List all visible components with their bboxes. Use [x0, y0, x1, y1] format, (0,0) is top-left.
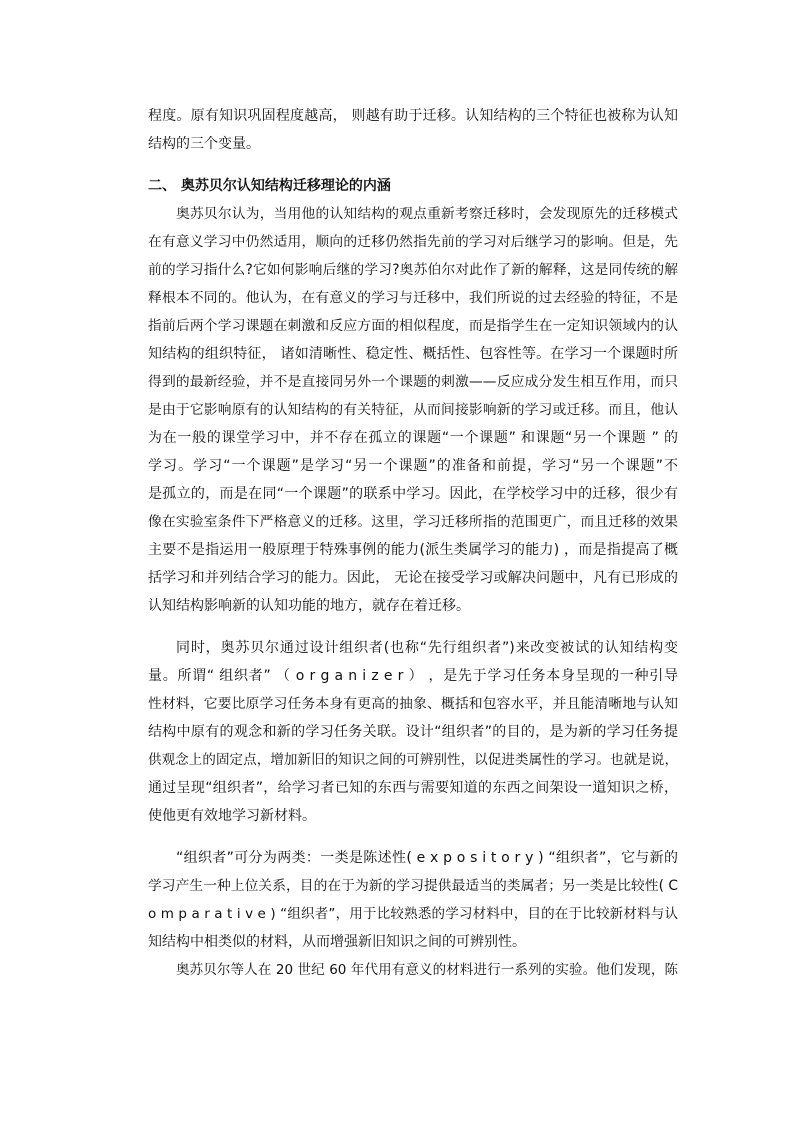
- section-heading: 二、 奥苏贝尔认知结构迁移理论的内涵: [148, 178, 391, 194]
- text-line: 使他更有效地学习新材料。: [148, 808, 316, 824]
- text-line: 学习产生一种上位关系，目的在于为新的学习提供最适当的类属者；另一类是比较性( C: [148, 878, 678, 894]
- text-line: o m p a r a t i v e ) “组织者”，用于比较熟悉的学习材料中，目的在于比较新材料与认: [148, 906, 678, 922]
- text-line: 程度。原有知识巩固程度越高， 则越有助于迁移。认知结构的三个特征也被称为认知: [148, 108, 678, 124]
- text-line: 结构中原有的观念和新的学习任务关联。设计“组织者”的目的，是为新的学习任务提: [148, 724, 678, 740]
- text-line: 指前后两个学习课题在刺激和反应方面的相似程度，而是指学生在一定知识领域内的认: [148, 318, 678, 334]
- text-line: 释根本不同的。他认为，在有意义的学习与迁移中，我们所说的过去经验的特征，不是: [148, 290, 678, 306]
- text-line: 量。所谓“ 组织者” （ o r g a n i z e r ） ，是先于学习任务本身呈现的一种引导: [148, 668, 678, 684]
- text-line: 主要不是指运用一般原理于特殊事例的能力(派生类属学习的能力) ，而是指提高了概: [148, 542, 678, 558]
- text-line: “组织者”可分为两类：一类是陈述性( e x p o s i t o r y ) “组织者”，它与新的: [176, 850, 678, 866]
- text-line: 奥苏贝尔认为，当用他的认知结构的观点重新考察迁移时，会发现原先的迁移模式: [176, 206, 678, 222]
- text-line: 为在一般的课堂学习中，并不存在孤立的课题“一个课题” 和课题“另一个课题 ” 的: [148, 430, 678, 446]
- text-line: 像在实验室条件下严格意义的迁移。这里，学习迁移所指的范围更广，而且迁移的效果: [148, 514, 678, 530]
- text-line: 知结构的组织特征， 诸如清晰性、稳定性、概括性、包容性等。在学习一个课题时所: [148, 346, 678, 362]
- text-line: 供观念上的固定点，增加新旧的知识之间的可辨别性，以促进类属性的学习。也就是说，: [148, 752, 678, 768]
- text-line: 通过呈现“组织者”，给学习者已知的东西与需要知道的东西之间架设一道知识之桥，: [148, 780, 678, 796]
- text-line: 同时，奥苏贝尔通过设计组织者(也称“先行组织者”)来改变被试的认知结构变: [176, 640, 678, 656]
- text-line: 括学习和并列结合学习的能力。因此， 无论在接受学习或解决问题中，凡有已形成的: [148, 570, 678, 586]
- text-line: 奥苏贝尔等人在 20 世纪 60 年代用有意义的材料进行一系列的实验。他们发现，陈: [176, 962, 678, 978]
- text-line: 是由于它影响原有的认知结构的有关特征，从而间接影响新的学习或迁移。而且，他认: [148, 402, 678, 418]
- text-line: 前的学习指什么?它如何影响后继的学习?奥苏伯尔对此作了新的解释，这是同传统的解: [148, 262, 678, 278]
- text-line: 学习。学习“一个课题”是学习“另一个课题”的准备和前提，学习“另一个课题”不: [148, 458, 678, 474]
- text-line: 知结构中相类似的材料，从而增强新旧知识之间的可辨别性。: [148, 934, 526, 950]
- text-line: 得到的最新经验，并不是直接同另外一个课题的刺激——反应成分发生相互作用，而只: [148, 374, 678, 390]
- text-line: 是孤立的，而是在同“一个课题”的联系中学习。因此，在学校学习中的迁移，很少有: [148, 486, 678, 502]
- text-line: 在有意义学习中仍然适用，顺向的迁移仍然指先前的学习对后继学习的影响。但是，先: [148, 234, 678, 250]
- text-line: 结构的三个变量。: [148, 136, 260, 152]
- text-line: 认知结构影响新的认知功能的地方，就存在着迁移。: [148, 598, 470, 614]
- text-line: 性材料，它要比原学习任务本身有更高的抽象、概括和包容水平，并且能清晰地与认知: [148, 696, 678, 712]
